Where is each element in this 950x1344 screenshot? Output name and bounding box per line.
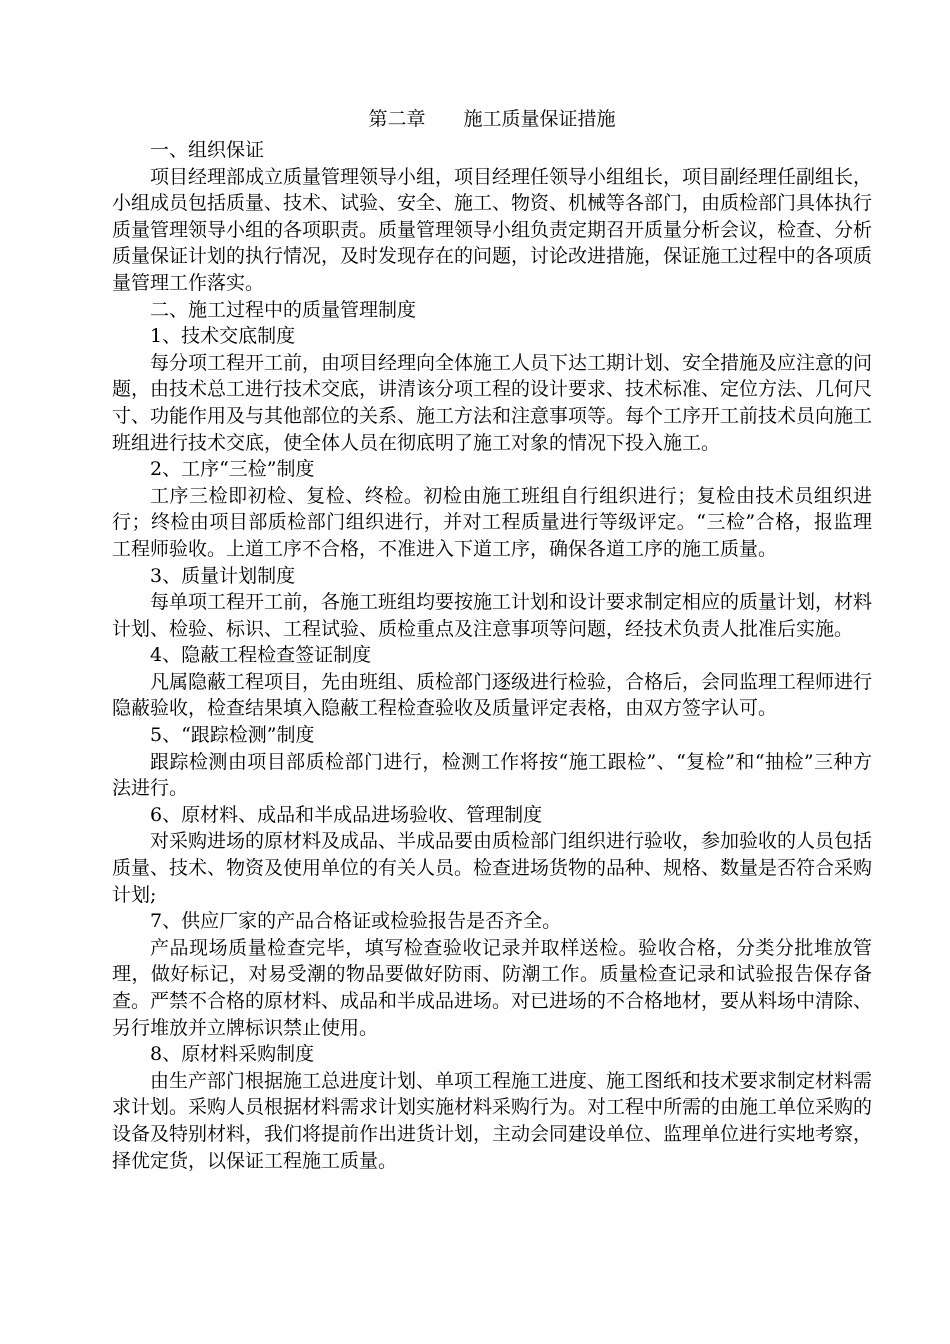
subsection-heading-material-acceptance: 6、原材料、成品和半成品进场验收、管理制度 — [150, 803, 543, 826]
paragraph-quality-plan: 每单项工程开工前，各施工班组均要按施工计划和设计要求制定相应的质量计划，材料计划、检验、标识、工程试验、质检重点及注意事项等问题，经技术负责人批准后实施。 — [112, 591, 873, 640]
document-page — [112, 101, 872, 1174]
paragraph-material-procurement: 由生产部门根据施工总进度计划、单项工程施工进度、施工图纸和技术要求制定材料需求计划。采购人员根据材料需求计划实施材料采购行为。对工程中所需的由施工单位采购的设备及特别材料，我们将提前作出进货计划，主动会同建设单位、监理单位进行实地考察，择优定货，以保证工程施工质量。 — [112, 1069, 873, 1172]
section-heading-organization: 一、组织保证 — [150, 139, 265, 161]
paragraph-material-acceptance: 对采购进场的原材料及成品、半成品要由质检部门组织进行验收，参加验收的人员包括质量、技术、物资及使用单位的有关人员。检查进场货物的品种、规格、数量是否符合采购计划; — [112, 830, 873, 906]
subsection-heading-concealed-works: 4、隐蔽工程检查签证制度 — [150, 644, 372, 667]
subsection-heading-three-inspections: 2、工序“三检”制度 — [150, 458, 315, 481]
paragraph-organization: 项目经理部成立质量管理领导小组，项目经理任领导小组组长，项目副经理任副组长，小组成员包括质量、技术、试验、安全、施工、物资、机械等各部门，由质检部门具体执行质量管理领导小组的各项职责。质量管理领导小组负责定期召开质量分析会议，检查、分析质量保证计划的执行情况，及时发现存在的问题，讨论改进措施，保证施工过程中的各项质量管理工作落实。 — [112, 165, 873, 294]
subsection-heading-quality-plan: 3、质量计划制度 — [150, 564, 296, 587]
paragraph-concealed-works: 凡属隐蔽工程项目，先由班组、质检部门逐级进行检验，合格后，会同监理工程师进行隐蔽验收，检查结果填入隐蔽工程检查验收及质量评定表格，由双方签字认可。 — [112, 670, 873, 720]
subsection-heading-tracking-inspection: 5、“跟踪检测”制度 — [150, 724, 315, 747]
paragraph-on-site-inspection: 产品现场质量检查完毕，填写检查验收记录并取样送检。验收合格，分类分批堆放管理，做好标记，对易受潮的物品要做好防雨、防潮工作。质量检查记录和试验报告保存备查。严禁不合格的原材料、成品和半成品进场。对已进场的不合格地材，要从料场中清除、另行堆放并立牌标识禁止使用。 — [112, 936, 873, 1039]
subsection-heading-technical-briefing: 1、技术交底制度 — [150, 325, 296, 348]
subsection-heading-supplier-certificates: 7、供应厂家的产品合格证或检验报告是否齐全。 — [150, 910, 562, 933]
paragraph-tracking-inspection: 跟踪检测由项目部质检部门进行，检测工作将按“施工跟检”、“复检”和“抽检”三种方法进行。 — [112, 750, 872, 800]
section-heading-quality-system: 二、施工过程中的质量管理制度 — [150, 298, 417, 321]
subsection-heading-material-procurement: 8、原材料采购制度 — [150, 1043, 315, 1066]
paragraph-technical-briefing: 每分项工程开工前，由项目经理向全体施工人员下达工期计划、安全措施及应注意的问题，由技术总工进行技术交底，讲清该分项工程的设计要求、技术标准、定位方法、几何尺寸、功能作用及与其他部位的关系、施工方法和注意事项等。每个工序开工前技术员向施工班组进行技术交底，使全体人员在彻底明了施工对象的情况下投入施工。 — [112, 351, 873, 454]
paragraph-three-inspections: 工序三检即初检、复检、终检。初检由施工班组自行组织进行；复检由技术员组织进行；终检由项目部质检部门组织进行，并对工程质量进行等级评定。“三检”合格，报监理工程师验收。上道工序不合格，不准进入下道工序，确保各道工序的施工质量。 — [112, 484, 872, 560]
chapter-title: 第二章 施工质量保证措施 — [368, 108, 616, 130]
